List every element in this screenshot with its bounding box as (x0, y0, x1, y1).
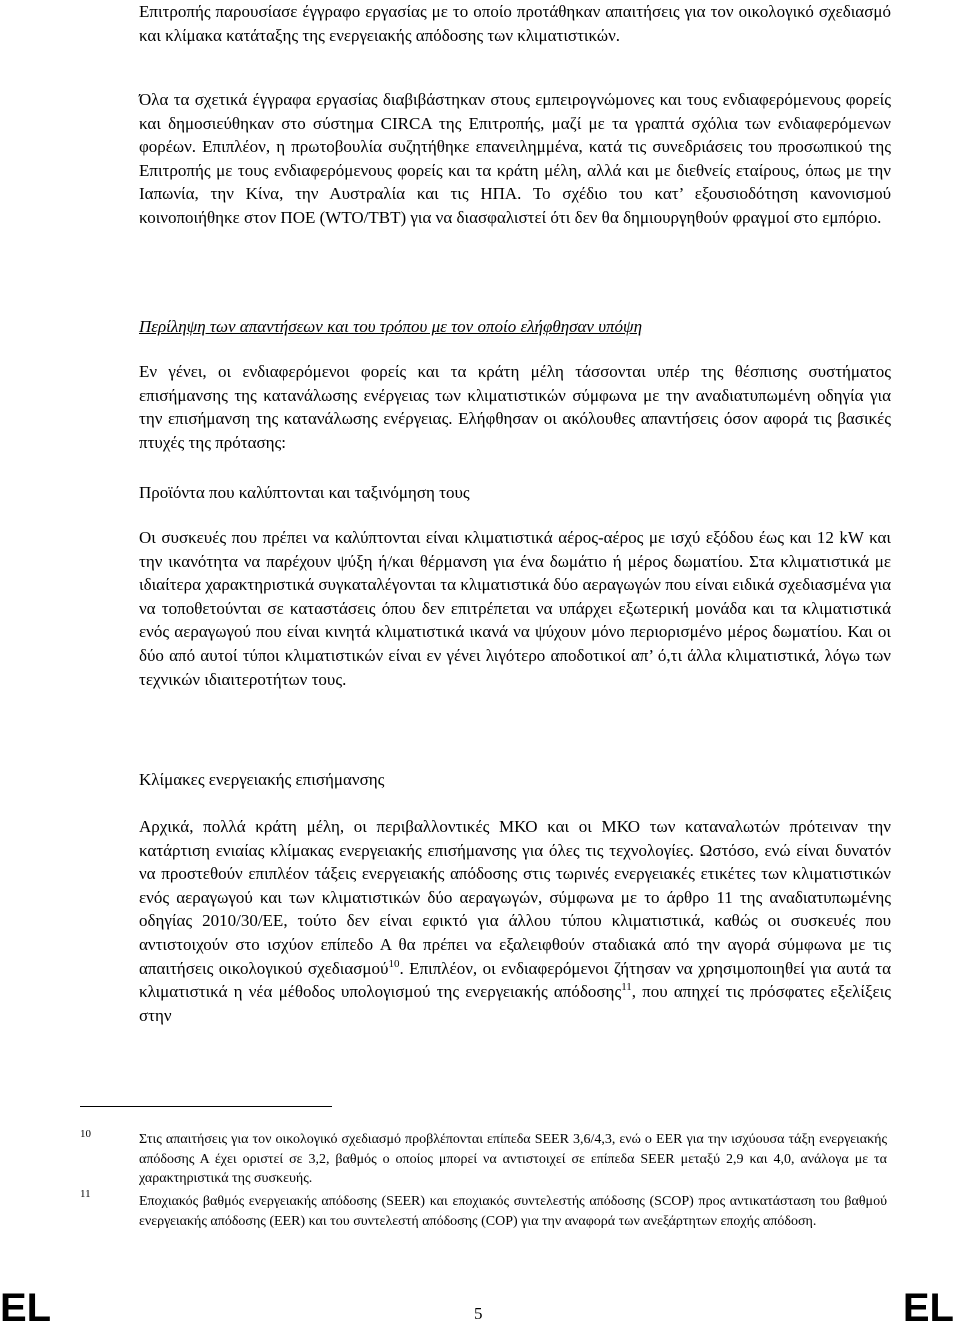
paragraph-scales-part-b: . Επιπλέον, οι ενδιαφερόμενοι ζήτησαν να χρησιμοποιηθεί για αυτά τα κλιματιστικά η νέα μέθοδος υπολογισμού της ενεργειακής απόδοσης (139, 958, 891, 1002)
footnote-number-11: 11 (80, 1188, 91, 1200)
paragraph-scales-part-a: Αρχικά, πολλά κράτη μέλη, οι περιβαλλοντικές ΜΚΟ και οι ΜΚΟ των καταναλωτών πρότειναν την κατάρτιση ενιαίας κλίμακας ενεργειακής επισήμανσης για όλες τις τεχνολογίες. Ωστόσο, ενώ είναι δυνατόν να προστεθούν επιπλέον τάξεις ενεργειακής απόδοσης στις τωρινές ενεργειακές ετικέτες των κλιματιστικών ενός αεραγωγού και των κλιματιστικών δύο αεραγωγών, σύμφωνα με το άρθρο 11 της αναδιατυπωμένης οδηγίας 2010/30/ΕΕ, τούτο δεν είναι εφικτό για άλλου τύπου κλιματιστικά, καθώς οι συσκευές που αντιστοιχούν στο ισχύον επίπεδο Α θα πρέπει να εξαλειφθούν σταδιακά από την αγορά σύμφωνα με τις απαιτήσεις οικολογικού σχεδιασμού (139, 817, 891, 978)
footnote-ref-10[interactable]: 10 (388, 957, 400, 970)
footer-language-left: EL (0, 1286, 52, 1330)
paragraph-scales (139, 815, 891, 1027)
footnote-divider (80, 1106, 332, 1107)
section-heading-summary: Περίληψη των απαντήσεων και του τρόπου με τον οποίο ελήφθησαν υπόψη (139, 317, 643, 336)
footer-language-right: EL (902, 1286, 954, 1330)
footnote-text-10: Στις απαιτήσεις για τον οικολογικό σχεδιασμό προβλέπονται επίπεδα SEER 3,6/4,3, ενώ ο EER για την ισχύουσα τάξη ενεργειακής απόδοσης Α έχει οριστεί σε 3,2, βαθμός ο οποίος μπορεί να αντιστοιχεί σε επίπεδα SEER μεταξύ 2,9 και 4,0, ανάλογα με τα χαρακτηριστικά της συσκευής. (139, 1132, 887, 1186)
footnote-ref-11[interactable]: 11 (621, 981, 632, 994)
page-number: 5 (474, 1304, 483, 1323)
footnote-number-10: 10 (80, 1128, 91, 1140)
paragraph-intro-continued: Επιτροπής παρουσίασε έγγραφο εργασίας με το οποίο προτάθηκαν απαιτήσεις για τον οικολογικό σχεδιασμό και κλίμακα κατάταξης της ενεργειακής απόδοσης των κλιματιστικών. (139, 2, 891, 45)
section-heading-scales: Κλίμακες ενεργειακής επισήμανσης (139, 770, 385, 789)
paragraph-scales-part-c: , που απηχεί τις πρόσφατες εξελίξεις στην (139, 982, 891, 1025)
section-heading-products: Προϊόντα που καλύπτονται και ταξινόμηση τους (139, 483, 470, 502)
paragraph-products: Οι συσκευές που πρέπει να καλύπτονται είναι κλιματιστικά αέρος-αέρος με ισχύ εξόδου έως και 12 kW και την ικανότητα να παρέχουν ψύξη ή/και θέρμανση για ένα δωμάτιο ή μέρος δωματίου. Στα κλιματιστικά με ιδιαίτερα χαρακτηριστικά συγκαταλέγονται τα κλιματιστικά δύο αεραγωγών που είναι ειδικά σχεδιασμένα για να τοποθετούνται σε καταστάσεις όπου δεν επιτρέπεται να υπάρχει εξωτερική μονάδα και τα κλιματιστικά ενός αεραγωγού που είναι κινητά κλιματιστικά ικανά να ψύχουν μόνο περιορισμένο μέρος δωματίου. Και οι δύο από αυτοί τύποι κλιματιστικών είναι εν γένει λιγότερο αποδοτικοί απ’ ό,τι άλλα κλιματιστικά, λόγω των τεχνικών ιδιαιτεροτήτων τους. (139, 528, 891, 689)
footnote-text-11: Εποχιακός βαθμός ενεργειακής απόδοσης (SEER) και εποχιακός συντελεστής απόδοσης (SCOP) προς αντικατάσταση του βαθμού ενεργειακής απόδοσης (EER) και του συντελεστή απόδοσης (COP) για την αναφορά των ανεξάρτητων εποχής απόδοση. (139, 1194, 887, 1229)
paragraph-general-responses: Εν γένει, οι ενδιαφερόμενοι φορείς και τα κράτη μέλη τάσσονται υπέρ της θέσπισης συστήματος επισήμανσης της κατανάλωσης ενέργειας των κλιματιστικών σύμφωνα με την αναδιατυπωμένη οδηγία για την επισήμανση της κατανάλωσης ενέργειας. Ελήφθησαν οι ακόλουθες απαντήσεις όσον αφορά τις βασικές πτυχές της πρότασης: (139, 362, 891, 452)
paragraph-consultation: Όλα τα σχετικά έγγραφα εργασίας διαβιβάστηκαν στους εμπειρογνώμονες και τους ενδιαφερόμενους φορείς και δημοσιεύθηκαν στο σύστημα CIRCA της Επιτροπής, μαζί με τα γραπτά σχόλια των ενδιαφερόμενων φορέων. Επιπλέον, η πρωτοβουλία συζητήθηκε επανειλημμένα, κατά τις συνεδριάσεις του προσωπικού της Επιτροπής με τους ενδιαφερόμενους φορείς και τα κράτη μέλη, αλλά και με διεθνείς εταίρους, όπως με την Ιαπωνία, την Κίνα, την Αυστραλία και τις ΗΠΑ. Το σχέδιο του κατ’ εξουσιοδότηση κανονισμού κοινοποιήθηκε στον ΠΟΕ (WTO/TBT) για να διασφαλιστεί ότι δεν θα δημιουργηθούν φραγμοί στο εμπόριο. (139, 90, 891, 227)
